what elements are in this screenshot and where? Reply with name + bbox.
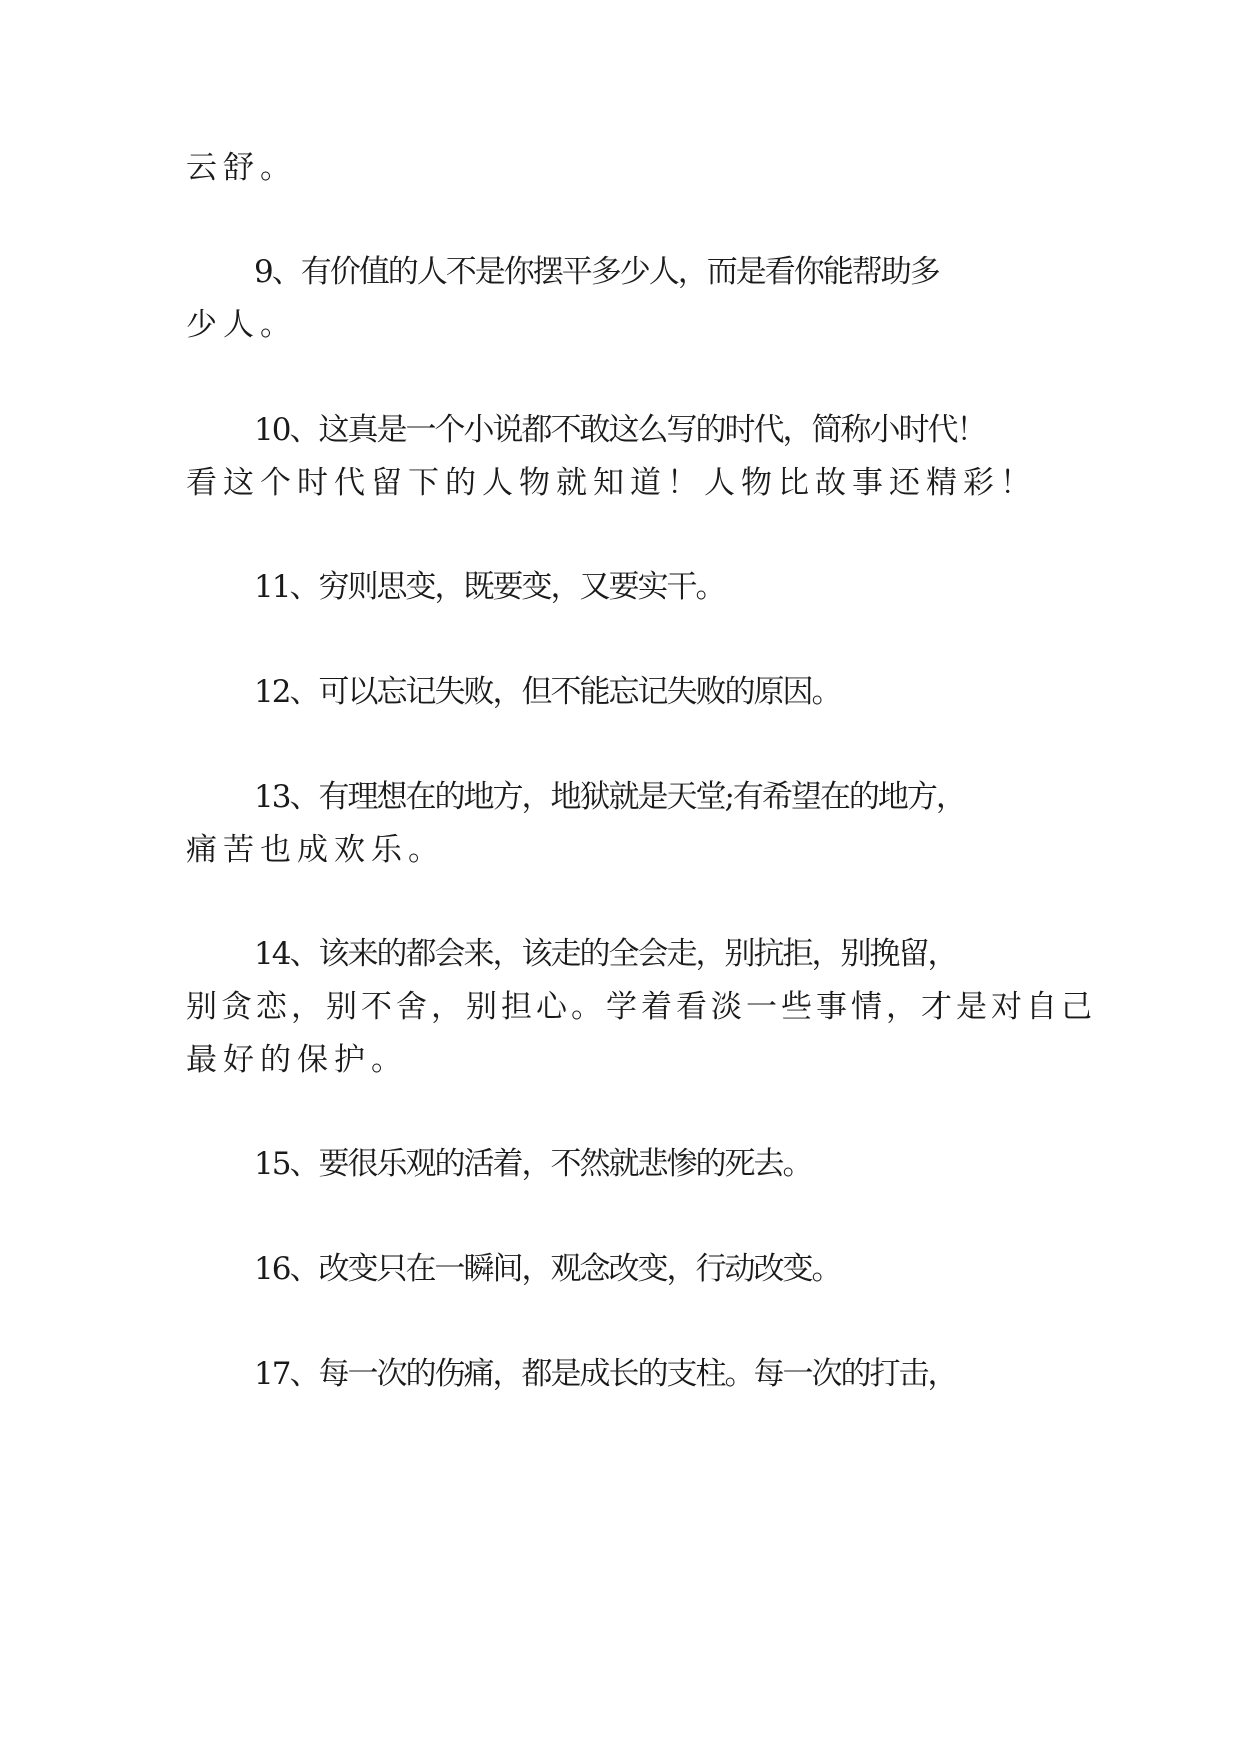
text-line: 16、改变只在一瞬间，观念改变，行动改变。 [254, 1251, 841, 1287]
text-line: 14、该来的都会来，该走的全会走，别抗拒，别挽留， [254, 936, 957, 972]
text-line: 看这个时代留下的人物就知道！人物比故事还精彩！ [186, 465, 1037, 501]
text-line: 15、要很乐观的活着，不然就悲惨的死去。 [254, 1146, 812, 1182]
text-line: 10、这真是一个小说都不敢这么写的时代，简称小时代！ [254, 412, 986, 448]
text-line: 云舒。 [186, 150, 297, 186]
text-line: 12、可以忘记失败，但不能忘记失败的原因。 [254, 674, 841, 710]
text-line: 13、有理想在的地方，地狱就是天堂;有希望在的地方， [254, 779, 965, 815]
text-line: 别贪恋，别不舍，别担心。学着看淡一些事情，才是对自己 [186, 989, 1096, 1025]
text-line: 11、穷则思变，既要变，又要实干。 [254, 569, 725, 605]
text-line: 痛苦也成欢乐。 [186, 832, 445, 868]
text-line: 9、有价值的人不是你摆平多少人，而是看你能帮助多 [254, 254, 939, 290]
text-line: 少人。 [186, 307, 297, 343]
text-line: 最好的保护。 [186, 1042, 408, 1078]
text-line: 17、每一次的伤痛，都是成长的支柱。每一次的打击， [254, 1356, 957, 1392]
